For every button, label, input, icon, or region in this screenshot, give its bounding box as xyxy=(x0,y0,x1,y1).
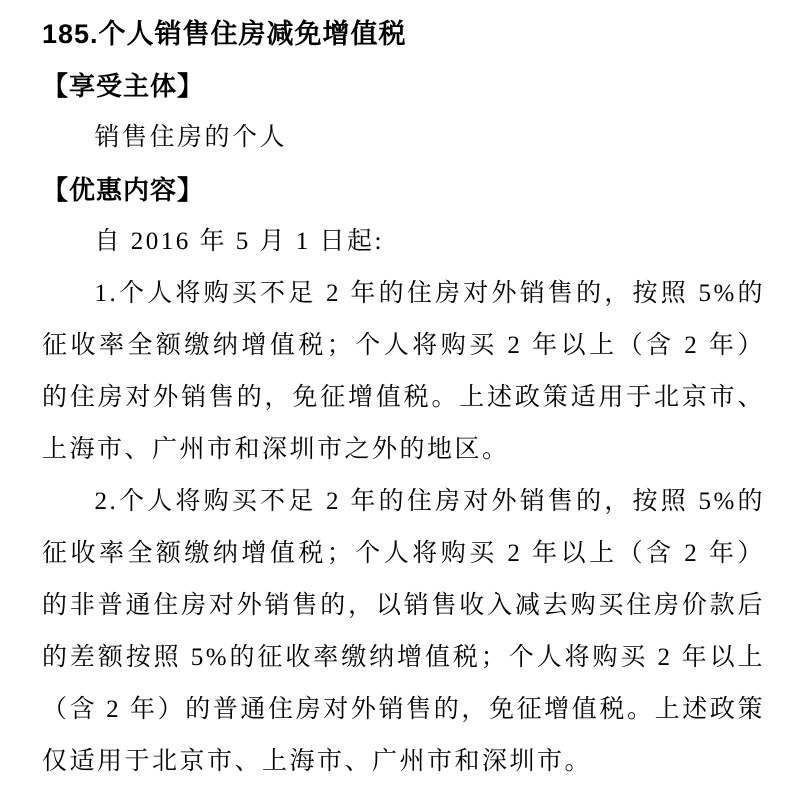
paragraph-policy-item-1: 1.个人将购买不足 2 年的住房对外销售的，按照 5%的征收率全额缴纳增值税；个人将购买 2 年以上（含 2 年）的住房对外销售的，免征增值税。上述政策适用于北京市、上海市、广州市和深圳市之外的地区。 xyxy=(42,280,765,463)
paragraph-effective-date: 自 2016 年 5 月 1 日起: xyxy=(94,228,384,255)
paragraph-policy-item-2: 2.个人将购买不足 2 年的住房对外销售的，按照 5%的征收率全额缴纳增值税；个人将购买 2 年以上（含 2 年）的非普通住房对外销售的，以销售收入减去购买住房价款后的差额按照 5%的征收率缴纳增值税；个人将购买 2 年以上（含 2 年）的普通住房对外销售的，免征增值税。上述政策仅适用于北京市、上海市、广州市和深圳市。 xyxy=(42,488,765,775)
paragraph-beneficiary: 销售住房的个人 xyxy=(94,124,288,151)
section-header-beneficiary: 【享受主体】 xyxy=(42,71,205,101)
document-title: 185.个人销售住房减免增值税 xyxy=(42,19,407,49)
section-header-benefit-content: 【优惠内容】 xyxy=(42,175,205,205)
